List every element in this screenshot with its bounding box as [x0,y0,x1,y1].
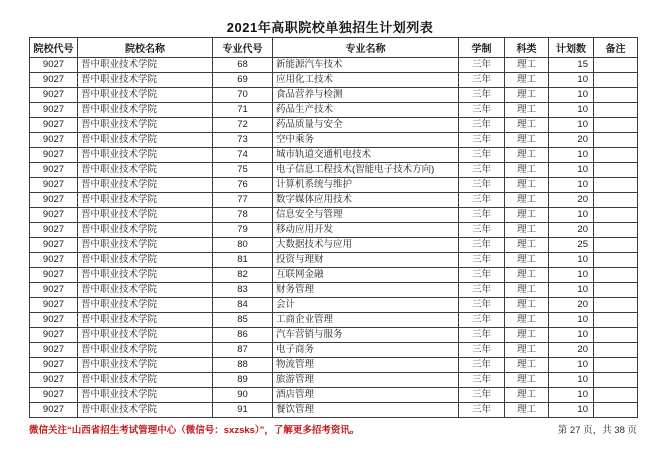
table-cell: 理工 [505,358,549,373]
table-cell: 74 [213,148,273,163]
table-cell: 9027 [30,148,78,163]
table-cell: 10 [549,253,594,268]
page-number: 第 27 页，共 38 页 [557,425,637,436]
table-cell: 晋中职业技术学院 [78,238,213,253]
table-cell: 10 [549,148,594,163]
table-cell: 82 [213,268,273,283]
table-cell: 新能源汽车技术 [273,58,459,73]
table-cell: 餐饮管理 [273,403,459,418]
table-header-row [30,38,638,58]
table-cell: 84 [213,298,273,313]
table-cell: 理工 [505,403,549,418]
table-cell: 理工 [505,208,549,223]
table-cell: 10 [549,208,594,223]
table-row [30,148,638,163]
table-row [30,343,638,358]
table-cell: 酒店管理 [273,388,459,403]
table-cell: 9027 [30,58,78,73]
table-cell: 食品营养与检测 [273,88,459,103]
table-row [30,118,638,133]
table-cell [594,223,638,238]
table-cell: 互联网金融 [273,268,459,283]
column-header: 专业名称 [273,38,459,58]
table-cell: 理工 [505,268,549,283]
table-row [30,388,638,403]
table-cell: 晋中职业技术学院 [78,133,213,148]
table-cell [594,118,638,133]
table-cell: 9027 [30,103,78,118]
table-cell: 90 [213,388,273,403]
table-cell: 三年 [459,133,505,148]
table-cell: 理工 [505,373,549,388]
table-cell: 20 [549,343,594,358]
table-cell: 晋中职业技术学院 [78,298,213,313]
table-cell [594,343,638,358]
table-cell [594,253,638,268]
table-cell: 晋中职业技术学院 [78,268,213,283]
table-cell: 三年 [459,283,505,298]
table-row [30,298,638,313]
table-row [30,358,638,373]
table-cell: 9027 [30,343,78,358]
table-cell: 10 [549,388,594,403]
table-cell: 理工 [505,163,549,178]
table-cell: 数字媒体应用技术 [273,193,459,208]
table-cell: 10 [549,88,594,103]
table-cell: 理工 [505,298,549,313]
table-cell [594,88,638,103]
table-cell: 晋中职业技术学院 [78,223,213,238]
wechat-notice: 微信关注“山西省招生考试管理中心（微信号：sxzsks）”，了解更多招考资讯。 [29,425,360,436]
table-cell: 工商企业管理 [273,313,459,328]
table-cell: 9027 [30,208,78,223]
table-cell: 三年 [459,148,505,163]
table-cell: 9027 [30,193,78,208]
table-cell: 87 [213,343,273,358]
table-row [30,103,638,118]
page-title: 2021年高职院校单独招生计划列表 [226,20,434,35]
table-row [30,58,638,73]
table-cell: 10 [549,403,594,418]
table-cell: 计算机系统与维护 [273,178,459,193]
table-cell: 三年 [459,373,505,388]
table-cell: 三年 [459,223,505,238]
table-cell: 理工 [505,223,549,238]
table-cell: 旅游管理 [273,373,459,388]
table-cell: 83 [213,283,273,298]
table-row [30,268,638,283]
table-cell: 晋中职业技术学院 [78,58,213,73]
table-cell: 晋中职业技术学院 [78,343,213,358]
table-cell: 三年 [459,208,505,223]
table-cell: 电子信息工程技术(智能电子技术方向) [273,163,459,178]
table-cell: 10 [549,268,594,283]
table-cell: 10 [549,118,594,133]
table-cell: 理工 [505,253,549,268]
column-header: 备注 [594,38,638,58]
table-cell: 89 [213,373,273,388]
table-cell: 75 [213,163,273,178]
table-cell: 晋中职业技术学院 [78,358,213,373]
table-cell: 79 [213,223,273,238]
table-cell: 三年 [459,193,505,208]
table-cell: 理工 [505,238,549,253]
table-cell [594,163,638,178]
column-header: 院校名称 [78,38,213,58]
table-cell: 三年 [459,388,505,403]
table-cell [594,373,638,388]
table-row [30,253,638,268]
table-cell: 9027 [30,313,78,328]
table-cell: 9027 [30,163,78,178]
table-cell: 理工 [505,283,549,298]
table-cell: 三年 [459,163,505,178]
table-cell: 86 [213,328,273,343]
column-header: 计划数 [549,38,594,58]
table-body [30,58,638,418]
column-header: 科类 [505,38,549,58]
table-cell: 移动应用开发 [273,223,459,238]
table-cell: 三年 [459,238,505,253]
table-row [30,163,638,178]
table-cell: 9027 [30,328,78,343]
table-cell: 10 [549,358,594,373]
table-cell: 理工 [505,178,549,193]
table-cell: 20 [549,193,594,208]
table-cell: 晋中职业技术学院 [78,328,213,343]
table-cell [594,103,638,118]
table-cell [594,358,638,373]
table-cell: 三年 [459,178,505,193]
table-cell: 80 [213,238,273,253]
table-cell: 晋中职业技术学院 [78,253,213,268]
table-cell [594,403,638,418]
table-cell: 电子商务 [273,343,459,358]
table-cell: 三年 [459,58,505,73]
table-cell [594,328,638,343]
table-row [30,223,638,238]
table-cell: 晋中职业技术学院 [78,193,213,208]
table-row [30,283,638,298]
table-cell: 三年 [459,343,505,358]
table-cell: 理工 [505,73,549,88]
table-row [30,73,638,88]
table-row [30,373,638,388]
table-cell: 信息安全与管理 [273,208,459,223]
table-cell: 10 [549,373,594,388]
table-cell: 物流管理 [273,358,459,373]
table-cell [594,178,638,193]
table-cell: 10 [549,313,594,328]
table-cell: 10 [549,283,594,298]
table-row [30,133,638,148]
table-cell: 20 [549,133,594,148]
table-cell [594,148,638,163]
table-cell: 三年 [459,253,505,268]
table-cell: 9027 [30,118,78,133]
table-cell: 三年 [459,118,505,133]
table-cell: 69 [213,73,273,88]
table-cell: 20 [549,223,594,238]
table-cell: 理工 [505,58,549,73]
table-cell: 晋中职业技术学院 [78,388,213,403]
table-cell: 85 [213,313,273,328]
table-cell: 10 [549,163,594,178]
table-cell: 76 [213,178,273,193]
table-cell: 财务管理 [273,283,459,298]
table-cell [594,298,638,313]
table-row [30,403,638,418]
table-cell: 晋中职业技术学院 [78,403,213,418]
table-cell [594,193,638,208]
table-cell: 三年 [459,328,505,343]
table-cell: 10 [549,328,594,343]
table-cell: 9027 [30,388,78,403]
table-row [30,328,638,343]
table-cell [594,238,638,253]
table-cell: 理工 [505,103,549,118]
table-row [30,193,638,208]
table-cell: 9027 [30,88,78,103]
table-cell: 9027 [30,223,78,238]
table-row [30,178,638,193]
table-cell: 三年 [459,358,505,373]
column-header: 院校代号 [30,38,78,58]
table-cell: 三年 [459,298,505,313]
table-cell: 三年 [459,268,505,283]
table-row [30,208,638,223]
table-cell: 9027 [30,253,78,268]
table-cell: 药品质量与安全 [273,118,459,133]
table-cell: 三年 [459,313,505,328]
column-header: 学制 [459,38,505,58]
table-cell: 68 [213,58,273,73]
table-cell: 晋中职业技术学院 [78,118,213,133]
table-cell: 10 [549,178,594,193]
table-cell: 70 [213,88,273,103]
table-cell: 71 [213,103,273,118]
table-cell: 投资与理财 [273,253,459,268]
table-cell: 9027 [30,133,78,148]
table-cell [594,73,638,88]
table-cell: 晋中职业技术学院 [78,283,213,298]
table-row [30,238,638,253]
table-cell: 晋中职业技术学院 [78,313,213,328]
table-cell: 9027 [30,73,78,88]
table-cell: 20 [549,298,594,313]
table-cell: 晋中职业技术学院 [78,73,213,88]
table-cell: 汽车营销与服务 [273,328,459,343]
table-cell: 三年 [459,403,505,418]
table-cell: 晋中职业技术学院 [78,103,213,118]
table-cell: 理工 [505,388,549,403]
table-row [30,88,638,103]
table-cell: 理工 [505,118,549,133]
table-cell: 78 [213,208,273,223]
page-footer [29,422,637,436]
table-cell: 9027 [30,373,78,388]
column-header: 专业代号 [213,38,273,58]
table-cell [594,283,638,298]
table-cell: 晋中职业技术学院 [78,148,213,163]
table-cell: 91 [213,403,273,418]
table-cell [594,208,638,223]
table-cell: 晋中职业技术学院 [78,208,213,223]
table-cell [594,313,638,328]
table-cell [594,58,638,73]
table-cell: 9027 [30,358,78,373]
table-cell: 9027 [30,298,78,313]
table-cell: 理工 [505,328,549,343]
table-cell: 空中乘务 [273,133,459,148]
table-cell: 晋中职业技术学院 [78,178,213,193]
table-cell: 72 [213,118,273,133]
table-cell: 晋中职业技术学院 [78,373,213,388]
table-cell: 15 [549,58,594,73]
table-cell: 应用化工技术 [273,73,459,88]
table-row [30,313,638,328]
table-cell [594,388,638,403]
table-cell: 9027 [30,268,78,283]
table-cell: 晋中职业技术学院 [78,88,213,103]
enrollment-plan-table [29,37,638,418]
table-cell: 三年 [459,88,505,103]
table-cell: 理工 [505,193,549,208]
table-cell: 9027 [30,178,78,193]
table-cell: 三年 [459,103,505,118]
table-cell: 10 [549,103,594,118]
table-cell: 81 [213,253,273,268]
table-cell: 73 [213,133,273,148]
table-cell: 晋中职业技术学院 [78,163,213,178]
table-cell: 25 [549,238,594,253]
table-cell: 9027 [30,403,78,418]
table-cell: 城市轨道交通机电技术 [273,148,459,163]
table-cell: 77 [213,193,273,208]
table-cell: 会计 [273,298,459,313]
table-cell: 9027 [30,238,78,253]
table-cell: 理工 [505,313,549,328]
table-cell: 理工 [505,343,549,358]
table-cell: 大数据技术与应用 [273,238,459,253]
table-cell: 理工 [505,148,549,163]
table-cell: 三年 [459,73,505,88]
table-cell: 理工 [505,133,549,148]
table-cell: 9027 [30,283,78,298]
table-cell: 理工 [505,88,549,103]
table-cell: 88 [213,358,273,373]
table-cell: 10 [549,73,594,88]
table-cell: 药品生产技术 [273,103,459,118]
table-cell [594,268,638,283]
table-cell [594,133,638,148]
